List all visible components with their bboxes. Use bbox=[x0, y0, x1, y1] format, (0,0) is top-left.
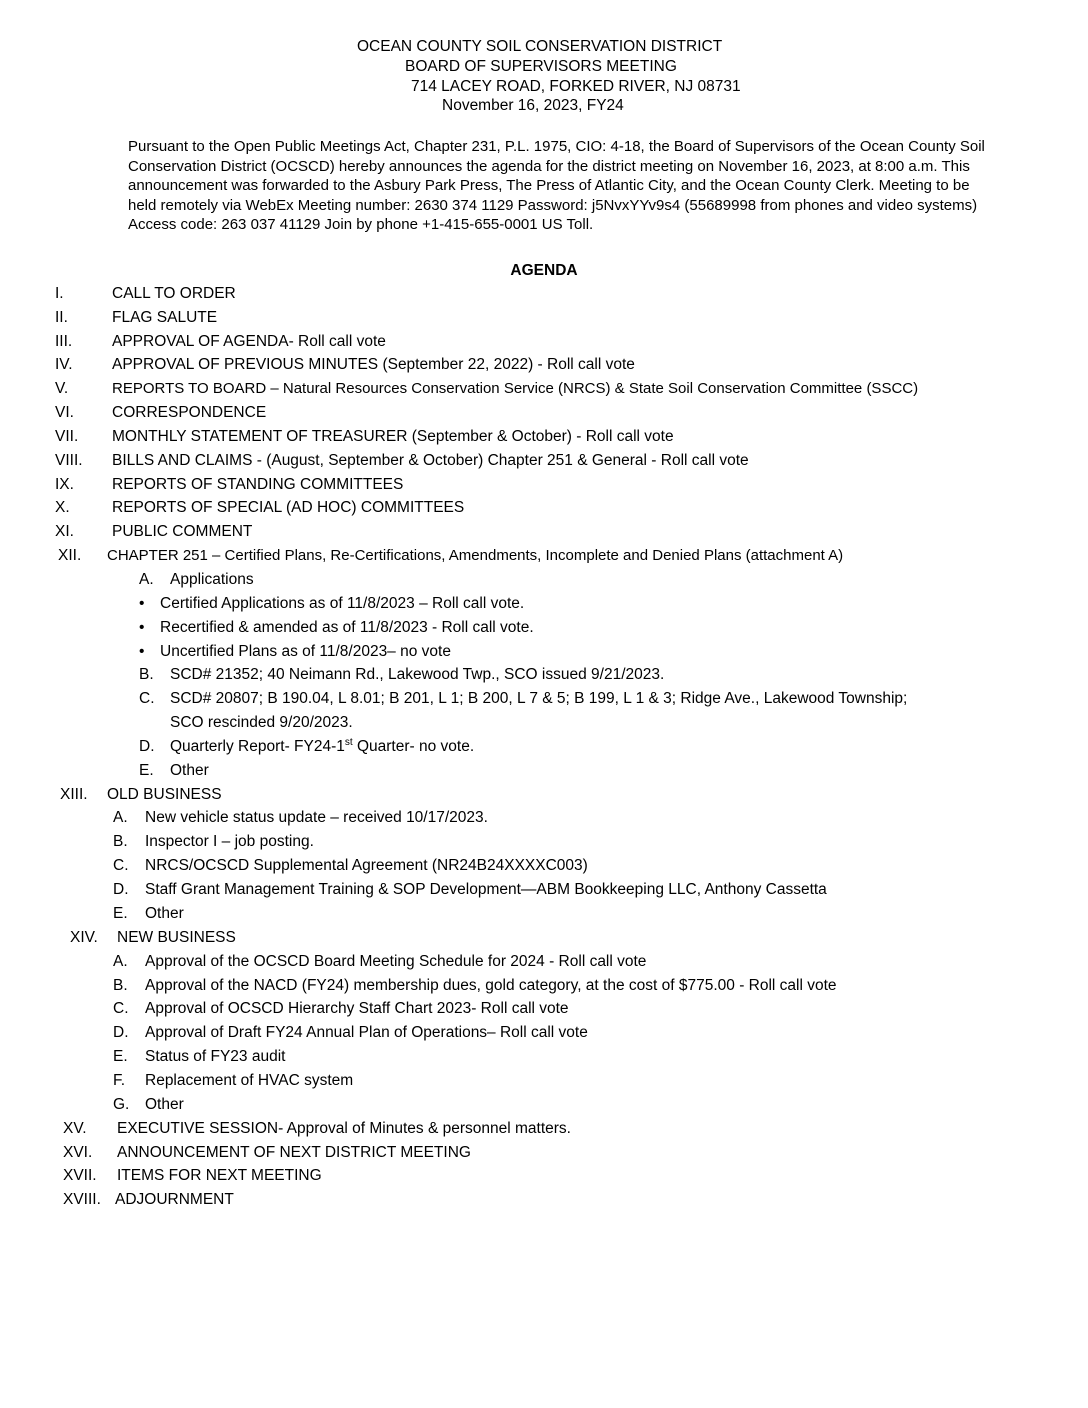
item-text: OLD BUSINESS bbox=[107, 786, 222, 803]
item-text: CORRESPONDENCE bbox=[112, 404, 267, 421]
item-number: XV. bbox=[63, 1120, 87, 1137]
subitem-letter: A. bbox=[113, 809, 128, 826]
subitem-letter: F. bbox=[113, 1072, 126, 1089]
subitem-text: SCD# 21352; 40 Neimann Rd., Lakewood Twp., SCO issued 9/21/2023. bbox=[170, 666, 665, 683]
subitem-text: Quarterly Report- FY24-1st Quarter- no vote. bbox=[170, 736, 475, 755]
subitem-text: SCO rescinded 9/20/2023. bbox=[170, 714, 353, 731]
subitem-letter: B. bbox=[139, 666, 154, 683]
subitem-letter: D. bbox=[113, 881, 129, 898]
intro-paragraph: Pursuant to the Open Public Meetings Act, Chapter 231, P.L. 1975, CIO: 4-18, the Board of Supervisors of the Ocean County Soil Conservation District (OCSCD) hereby announces the agenda for the district meeting on November 16, 2023, at 8:00 a.m. This announcement was forwarded to the Asbury Park Press, The Press of Atlantic City, and the Ocean County Clerk. Meeting to be held remotely via WebEx Meeting number: 2630 374 1129 Password: j5NvxYYv9s4 (55689998 from phones and video systems) Access code: 263 037 41129 Join by phone +1-415-655-0001 US Toll. bbox=[128, 138, 985, 233]
bullet-icon: • bbox=[139, 643, 145, 660]
item-number: VII. bbox=[55, 428, 79, 445]
item-text: ITEMS FOR NEXT MEETING bbox=[117, 1167, 322, 1184]
subitem-letter: E. bbox=[113, 1048, 128, 1065]
agenda-title: AGENDA bbox=[510, 262, 578, 279]
subitem-text: Replacement of HVAC system bbox=[145, 1072, 354, 1089]
item-text: APPROVAL OF AGENDA- Roll call vote bbox=[112, 333, 386, 350]
subitem-text: Approval of the NACD (FY24) membership dues, gold category, at the cost of $775.00 - Roll call vote bbox=[145, 977, 837, 994]
item-text: MONTHLY STATEMENT OF TREASURER (September & October) - Roll call vote bbox=[112, 428, 674, 445]
subitem-text: Status of FY23 audit bbox=[145, 1048, 286, 1065]
subitem-letter: B. bbox=[113, 833, 128, 850]
subitem-text: Applications bbox=[170, 571, 254, 588]
item-number: I. bbox=[55, 285, 64, 302]
item-text: REPORTS TO BOARD – Natural Resources Conservation Service (NRCS) & State Soil Conservation Committee (SSCC) bbox=[112, 380, 919, 397]
subitem-text: NRCS/OCSCD Supplemental Agreement (NR24B24XXXXC003) bbox=[145, 857, 588, 874]
header-meeting: BOARD OF SUPERVISORS MEETING bbox=[405, 58, 677, 75]
item-number: X. bbox=[55, 499, 70, 516]
item-number: VI. bbox=[55, 404, 74, 421]
item-number: XVIII. bbox=[63, 1191, 101, 1208]
item-number: XIV. bbox=[70, 929, 98, 946]
item-text: FLAG SALUTE bbox=[112, 309, 218, 326]
subitem-letter: C. bbox=[113, 857, 129, 874]
item-text: EXECUTIVE SESSION- Approval of Minutes & personnel matters. bbox=[117, 1120, 571, 1137]
item-text: REPORTS OF STANDING COMMITTEES bbox=[112, 476, 404, 493]
item-number: IV. bbox=[55, 356, 73, 373]
subitem-text: Other bbox=[145, 905, 184, 922]
subitem-text: Other bbox=[145, 1096, 184, 1113]
subitem-letter: G. bbox=[113, 1096, 130, 1113]
item-number: II. bbox=[55, 309, 68, 326]
subitem-letter: C. bbox=[113, 1000, 129, 1017]
subitem-text: Inspector I – job posting. bbox=[145, 833, 314, 850]
subitem-letter: D. bbox=[113, 1024, 129, 1041]
subitem-text: Staff Grant Management Training & SOP Development—ABM Bookkeeping LLC, Anthony Cassetta bbox=[145, 881, 827, 898]
item-text: ANNOUNCEMENT OF NEXT DISTRICT MEETING bbox=[117, 1144, 471, 1161]
item-number: XVI. bbox=[63, 1144, 93, 1161]
item-text: NEW BUSINESS bbox=[117, 929, 236, 946]
subitem-text: New vehicle status update – received 10/17/2023. bbox=[145, 809, 488, 826]
item-number: IX. bbox=[55, 476, 74, 493]
subitem-text: Approval of Draft FY24 Annual Plan of Operations– Roll call vote bbox=[145, 1024, 588, 1041]
subitem-letter: A. bbox=[139, 571, 154, 588]
bullet-text: Recertified & amended as of 11/8/2023 - Roll call vote. bbox=[160, 619, 534, 636]
subitem-letter: D. bbox=[139, 738, 155, 755]
item-number: III. bbox=[55, 333, 73, 350]
item-number: XVII. bbox=[63, 1167, 97, 1184]
bullet-text: Certified Applications as of 11/8/2023 – Roll call vote. bbox=[160, 595, 525, 612]
item-text: REPORTS OF SPECIAL (AD HOC) COMMITTEES bbox=[112, 499, 465, 516]
item-number: XI. bbox=[55, 523, 74, 540]
subitem-letter: A. bbox=[113, 953, 128, 970]
subitem-text: SCD# 20807; B 190.04, L 8.01; B 201, L 1; B 200, L 7 & 5; B 199, L 1 & 3; Ridge Ave., Lakewood Township; bbox=[170, 690, 908, 707]
item-text: CHAPTER 251 – Certified Plans, Re-Certifications, Amendments, Incomplete and Denied Plans (attachment A) bbox=[107, 547, 844, 564]
item-text: ADJOURNMENT bbox=[115, 1191, 234, 1208]
subitem-text: Other bbox=[170, 762, 209, 779]
item-number: XII. bbox=[58, 547, 82, 564]
header-date: November 16, 2023, FY24 bbox=[442, 97, 624, 114]
subitem-text: Approval of OCSCD Hierarchy Staff Chart 2023- Roll call vote bbox=[145, 1000, 569, 1017]
item-text: BILLS AND CLAIMS - (August, September & October) Chapter 251 & General - Roll call vote bbox=[112, 452, 749, 469]
header-district: OCEAN COUNTY SOIL CONSERVATION DISTRICT bbox=[357, 38, 723, 55]
subitem-letter: E. bbox=[113, 905, 128, 922]
subitem-text: Approval of the OCSCD Board Meeting Schedule for 2024 - Roll call vote bbox=[145, 953, 647, 970]
item-text: PUBLIC COMMENT bbox=[112, 523, 253, 540]
item-text: CALL TO ORDER bbox=[112, 285, 236, 302]
subitem-letter: E. bbox=[139, 762, 154, 779]
bullet-text: Uncertified Plans as of 11/8/2023– no vote bbox=[160, 643, 451, 660]
header-address: 714 LACEY ROAD, FORKED RIVER, NJ 08731 bbox=[411, 78, 741, 95]
subitem-letter: C. bbox=[139, 690, 155, 707]
item-text: APPROVAL OF PREVIOUS MINUTES (September 22, 2022) - Roll call vote bbox=[112, 356, 635, 373]
subitem-letter: B. bbox=[113, 977, 128, 994]
bullet-icon: • bbox=[139, 595, 145, 612]
item-number: VIII. bbox=[55, 452, 83, 469]
item-number: XIII. bbox=[60, 786, 88, 803]
item-number: V. bbox=[55, 380, 69, 397]
bullet-icon: • bbox=[139, 619, 145, 636]
